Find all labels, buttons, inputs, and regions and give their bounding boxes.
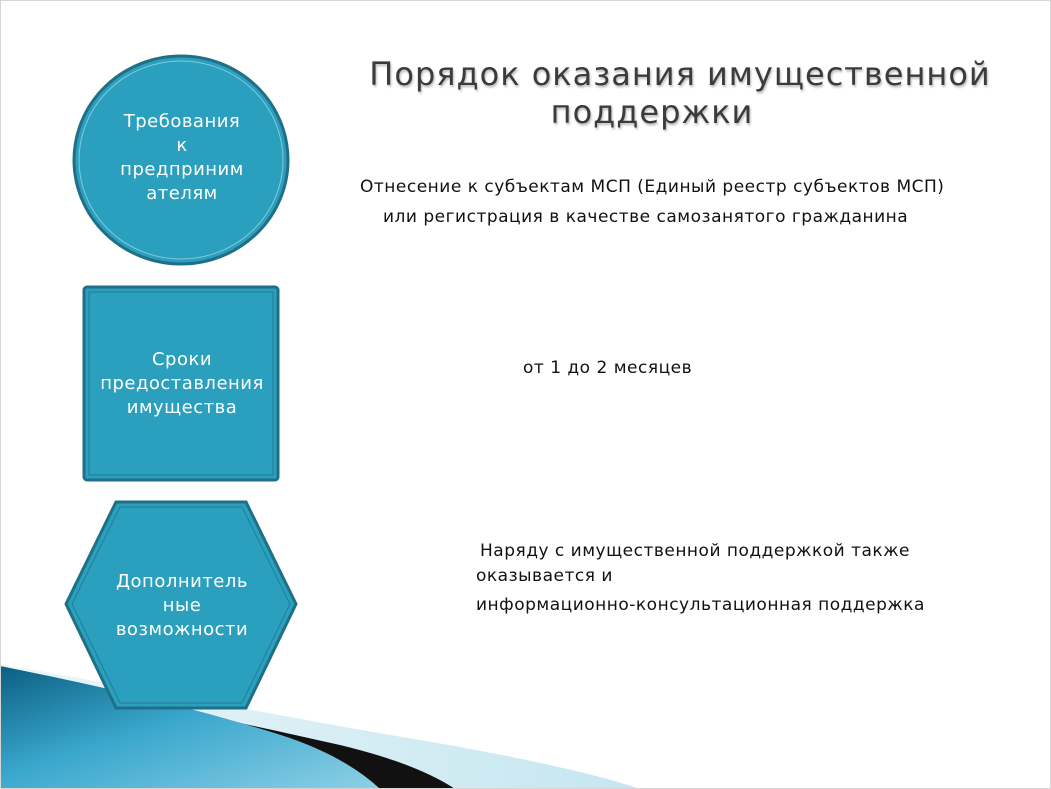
slide-title-line-2: поддержки [550,93,754,131]
extra-text-line-2: оказывается и [476,566,613,586]
extra-opportunities-label [92,560,272,652]
requirements-label-line: к [176,135,188,156]
extra-text-line-3: информационно-консультационная поддержка [476,595,925,615]
extra-opportunities-label-line: возможности [115,619,249,640]
requirements-label-line: ателям [146,183,218,204]
requirements-label [98,92,266,224]
requirements-text-line-1: Отнесение к субъектам МСП (Единый реестр субъектов МСП) [360,177,945,197]
terms-label-line: предоставления [100,373,264,394]
terms-label-line: Сроки [151,349,213,370]
terms-text: от 1 до 2 месяцев [523,358,693,378]
slide-title [340,55,1020,131]
extra-opportunities-label-line: Дополнитель [115,571,248,592]
requirements-text-line-2: или регистрация в качестве самозанятого гражданина [383,207,909,227]
requirements-label-line: Требования [123,111,241,132]
requirements-label-line: предприним [120,159,244,180]
terms-label-line: имущества [126,397,238,418]
slide-title-line-1: Порядок оказания имущественной [369,55,991,93]
terms-label [88,305,276,463]
extra-opportunities-label-line: ные [162,595,202,616]
extra-text-line-1: Наряду с имущественной поддержкой также [480,541,910,561]
